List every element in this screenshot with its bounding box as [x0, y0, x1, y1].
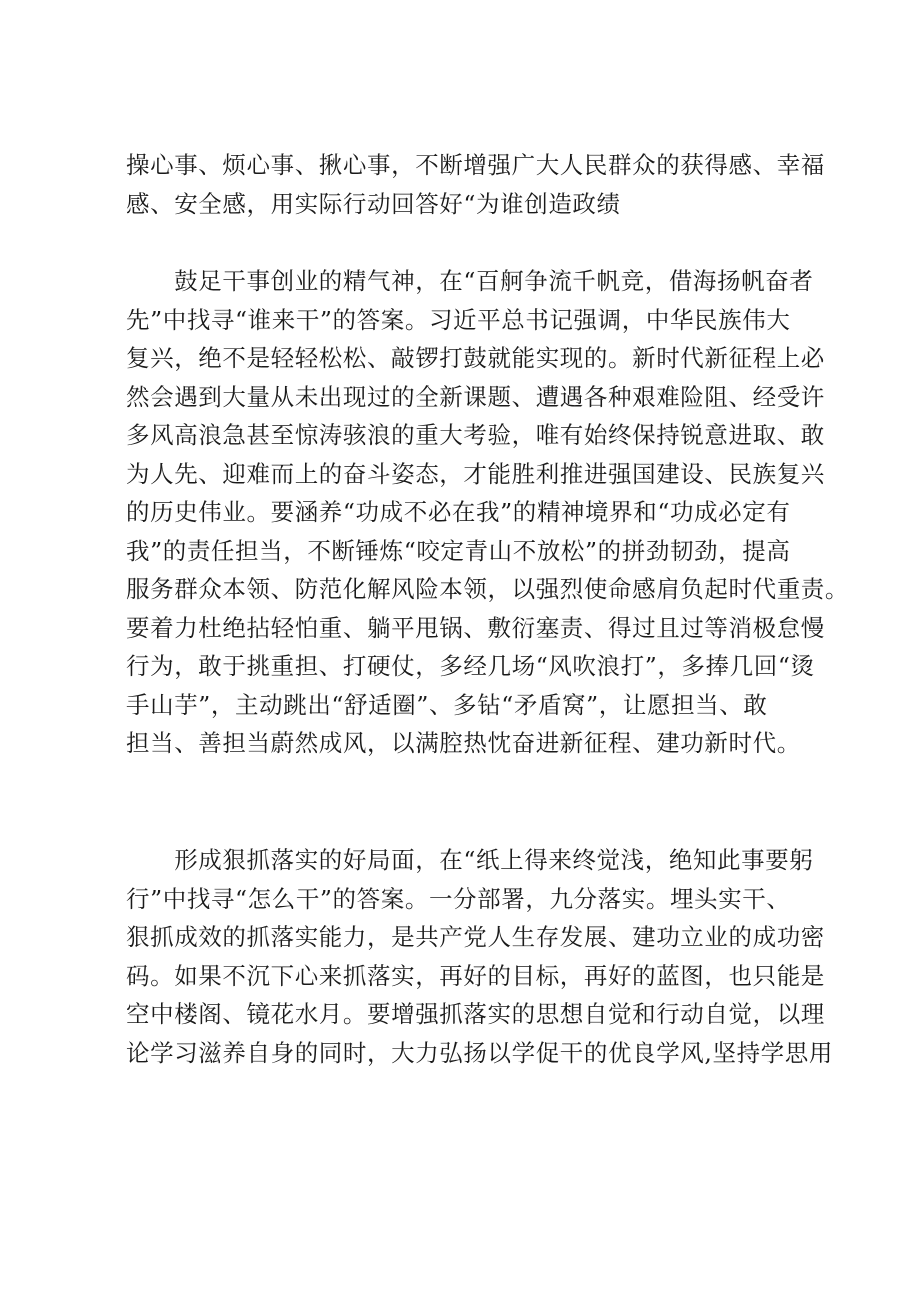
paragraph-continuation: [126, 146, 825, 223]
text-line: 服务群众本领、防范化解风险本领，以强烈使命感肩负起时代重责。: [126, 575, 849, 603]
text-line: 多风高浪急甚至惊涛骇浪的重大考验，唯有始终保持锐意进取、敢: [126, 421, 825, 449]
text-line: [126, 763, 798, 802]
text-line: 狠抓成效的抓落实能力，是共产党人生存发展、建功立业的成功密: [126, 923, 825, 951]
text-line: 鼓足干事创业的精气神，在“百舸争流千帆竞，借海扬帆奋者: [126, 267, 814, 295]
paragraph-how-to-do-it: [126, 841, 833, 1072]
text-line: 感、安全感，用实际行动回答好“为谁创造政绩: [126, 189, 621, 218]
text-line: 行”中找寻“怎么干”的答案。一分部署，九分落实。埋头实干、: [126, 884, 791, 913]
text-line: 形成狠抓落实的好局面，在“纸上得来终觉浅，绝知此事要躬: [126, 846, 814, 874]
text-line: 复兴，绝不是轻轻松松、敲锣打鼓就能实现的。新时代新征程上必: [126, 344, 825, 372]
text-line: 论学习滋养自身的同时，大力弘扬以学促干的优良学风,坚持学思用: [126, 1038, 833, 1067]
text-line: 的历史伟业。要涵养“功成不必在我”的精神境界和“功成必定有: [126, 498, 791, 526]
text-line: 码。如果不沉下心来抓落实，再好的目标，再好的蓝图，也只能是: [126, 961, 825, 990]
text-line: 行为，敢于挑重担、打硬仗，多经几场“风吹浪打”，多捧几回“烫: [126, 652, 815, 680]
text-line: 操心事、烦心事、揪心事，不断增强广大人民群众的获得感、幸福: [126, 151, 825, 179]
text-line: 空中楼阁、镜花水月。要增强抓落实的思想自觉和行动自觉，以理: [126, 1000, 825, 1028]
text-line: 为人先、迎难而上的奋斗姿态，才能胜利推进强国建设、民族复兴: [126, 459, 825, 488]
text-line: 我”的责任担当，不断锤炼“咬定青山不放松”的拼劲韧劲，提高: [126, 536, 791, 565]
text-line: 担当、善担当蔚然成风，以满腔热忱奋进新征程、建功新时代。: [126, 729, 801, 757]
paragraph-who-does-it: [126, 262, 849, 801]
text-line: 手山芋”，主动跳出“舒适圈”、多钻“矛盾窝”，让愿担当、敢: [126, 690, 768, 719]
text-line: 要着力杜绝拈轻怕重、躺平甩锅、敷衍塞责、得过且过等消极怠慢: [126, 613, 825, 642]
text-line: 然会遇到大量从未出现过的全新课题、遭遇各种艰难险阻、经受许: [126, 382, 825, 411]
text-line: 先”中找寻“谁来干”的答案。习近平总书记强调，中华民族伟大: [126, 305, 791, 334]
